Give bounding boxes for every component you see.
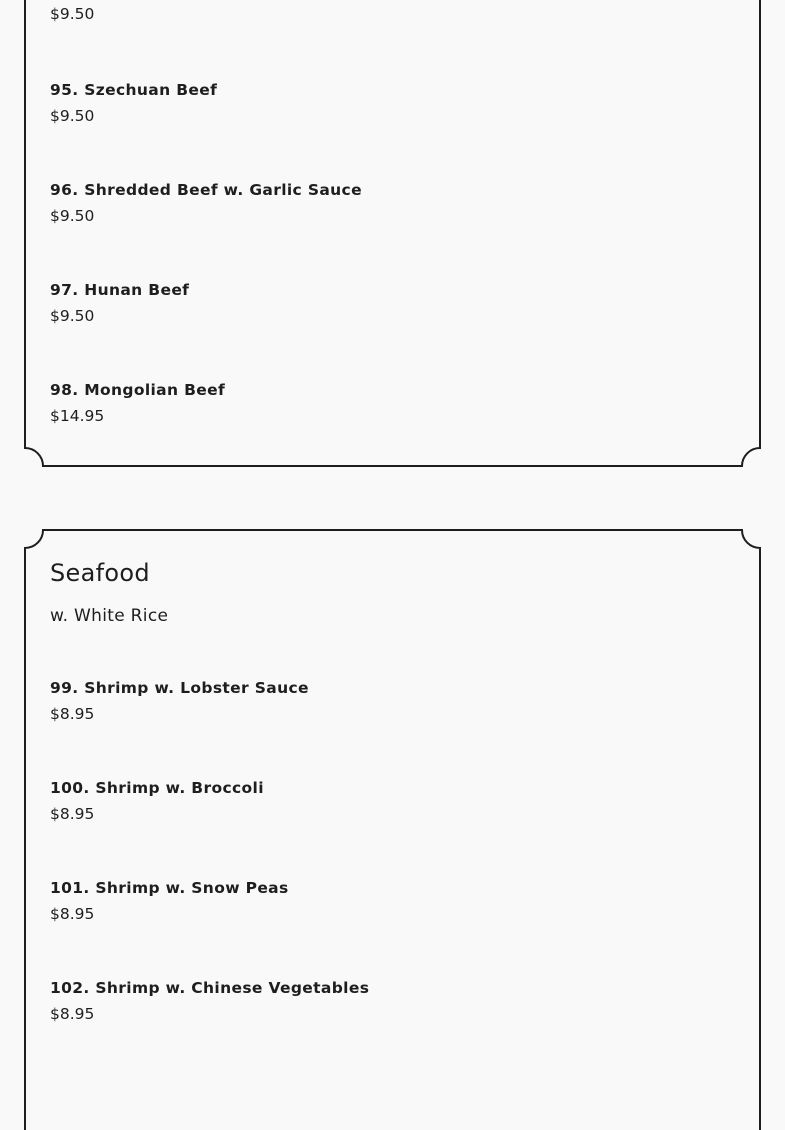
menu-item <box>50 80 217 126</box>
menu-item-price: $8.95 <box>50 1005 95 1023</box>
menu-item-price: $9.50 <box>50 107 95 125</box>
menu-item-name: 95. Szechuan Beef <box>50 81 218 99</box>
menu-item-price: $9.50 <box>50 5 95 23</box>
menu-item <box>50 778 264 824</box>
menu-item-price: $9.50 <box>50 307 95 325</box>
menu-item-name: 100. Shrimp w. Broccoli <box>50 779 264 797</box>
menu-item <box>50 878 289 924</box>
menu-item-name: 101. Shrimp w. Snow Peas <box>50 879 289 897</box>
section-title: Seafood <box>50 559 150 587</box>
menu-item-name: 97. Hunan Beef <box>50 281 190 299</box>
menu-item <box>50 280 189 326</box>
menu-item-name: 102. Shrimp w. Chinese Vegetables <box>50 979 370 997</box>
menu-item <box>50 978 369 1024</box>
menu-item <box>50 678 309 724</box>
seafood-menu-section <box>24 530 761 1130</box>
menu-item-price: $8.95 <box>50 805 95 823</box>
menu-item-price: $14.95 <box>50 407 105 425</box>
menu-item-price: $8.95 <box>50 905 95 923</box>
menu-item <box>50 380 225 426</box>
menu-item-price: $8.95 <box>50 705 95 723</box>
section-subtitle: w. White Rice <box>50 606 169 626</box>
beef-menu-section <box>24 0 761 466</box>
menu-item-name: 96. Shredded Beef w. Garlic Sauce <box>50 181 362 199</box>
menu-item-price: $9.50 <box>50 207 95 225</box>
menu-item <box>50 180 362 226</box>
menu-item-name: 99. Shrimp w. Lobster Sauce <box>50 679 309 697</box>
menu-item-name: 98. Mongolian Beef <box>50 381 226 399</box>
menu-item <box>50 0 94 24</box>
